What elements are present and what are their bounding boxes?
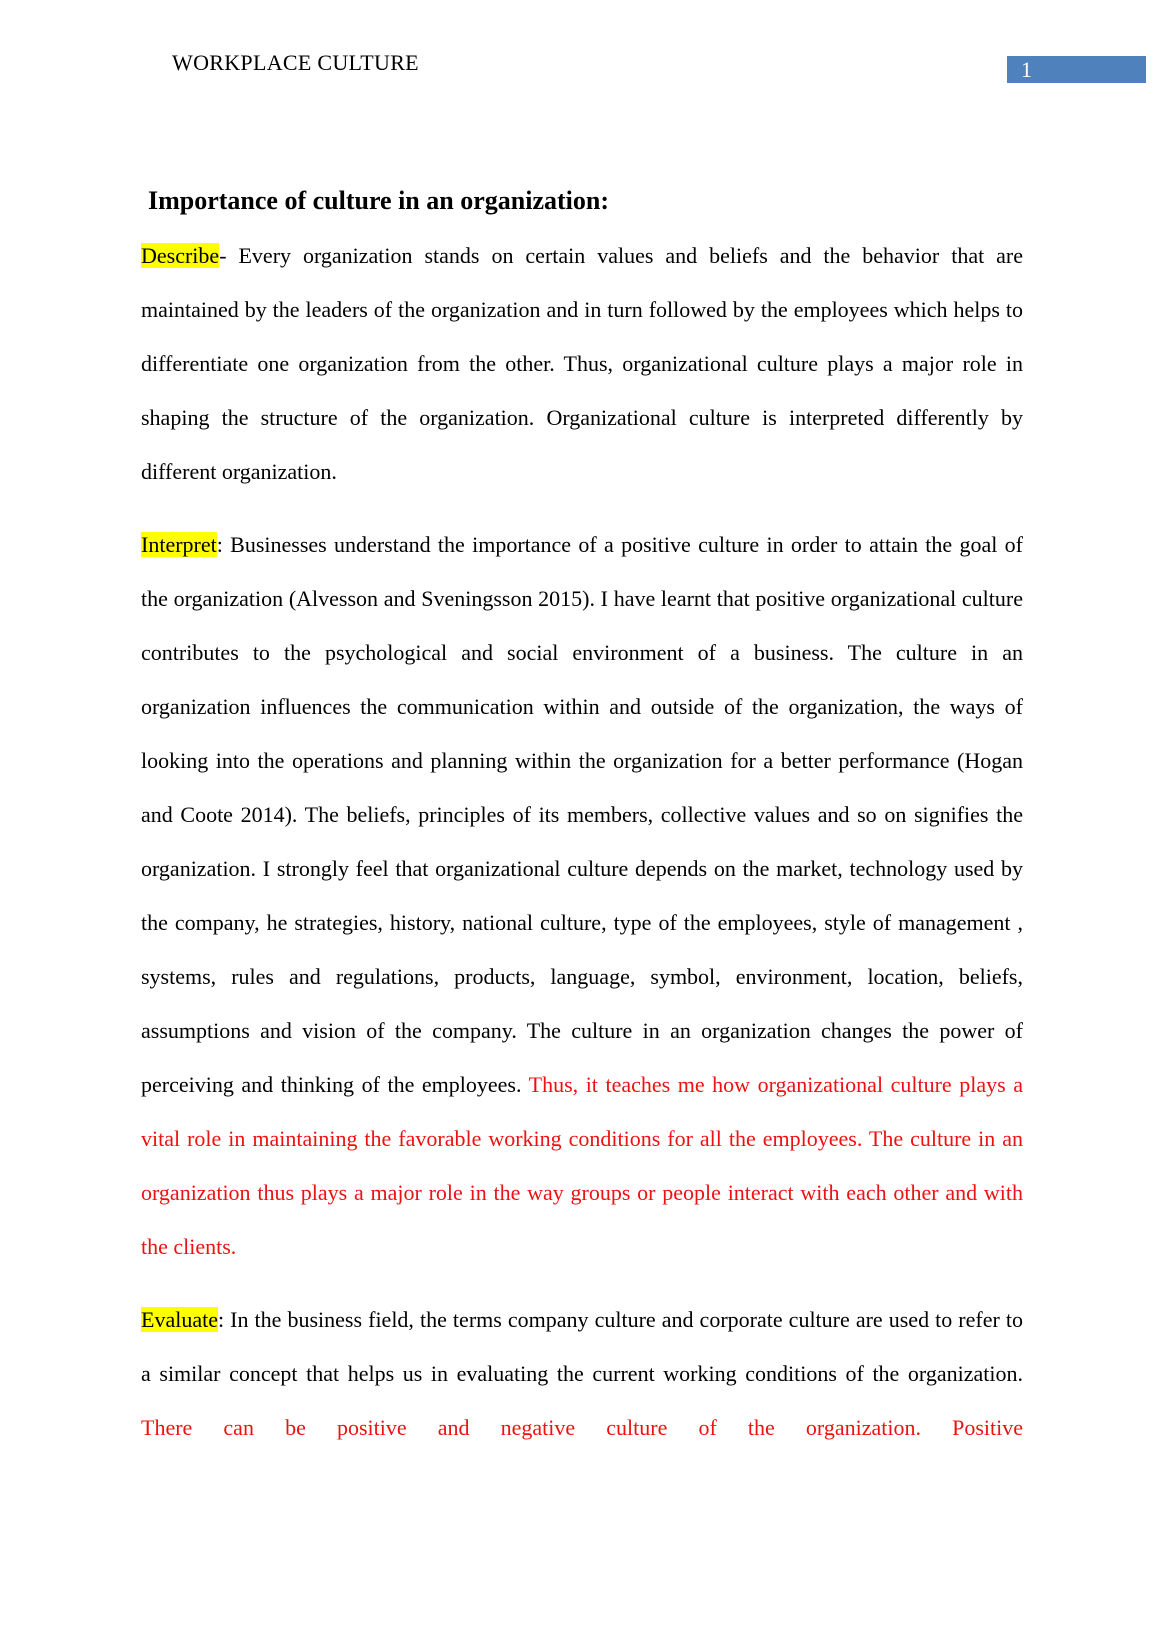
paragraph-describe [141,229,1023,499]
paragraph-label-highlight: Describe [141,243,220,268]
paragraph-interpret [141,518,1023,1274]
document-body [141,229,1023,1455]
page-number-box [1007,56,1146,83]
paragraph-evaluate [141,1293,1023,1455]
paragraph-red-text: Thus, it teaches me how organizational culture plays a vital role in maintaining the favorable working conditions for all the employees. The culture in an organization thus plays a major role in the way groups or people interact with each other and with the clients. [141,1072,1023,1259]
page-number: 1 [1021,57,1032,82]
paragraph-label-separator: : [217,1307,231,1332]
paragraph-label-separator: : [216,532,231,557]
paragraph-label-highlight: Evaluate [141,1307,218,1332]
paragraph-text: Businesses understand the importance of a positive culture in order to attain the goal of the organization (Alvesson and Sveningsson 2015). I have learnt that positive organizational culture contributes to the psychological and social environment of a business. The culture in an organization influences the communication within and outside of the organization, the ways of looking into the operations and planning within the organization for a better performance (Hogan and Coote 2014). The beliefs, principles of its members, collective values and so on signifies the organization. I strongly feel that organizational culture depends on the market, technology used by the company, he strategies, history, national culture, type of the employees, style of management , systems, rules and regulations, products, language, symbol, environment, location, beliefs, assumptions and vision of the company. The culture in an organization changes the power of perceiving and thinking of the employees. [141,532,1023,1097]
paragraph-text: Every organization stands on certain values and beliefs and the behavior that are maintained by the leaders of the organization and in turn followed by the employees which helps to differentiate one organization from the other. Thus, organizational culture plays a major role in shaping the structure of the organization. Organizational culture is interpreted differently by different organization. [141,243,1024,484]
paragraph-label-separator: - [219,243,239,268]
paragraph-label-highlight: Interpret [141,532,217,557]
running-header-title: WORKPLACE CULTURE [172,50,419,75]
paragraph-text: In the business field, the terms company culture and corporate culture are used to refer to a similar concept that helps us in evaluating the current working conditions of the organization. [141,1307,1023,1386]
paragraph-red-text: There can be positive and negative culture of the organization. Positive [141,1415,1023,1440]
document-heading: Importance of culture in an organization: [148,186,609,215]
